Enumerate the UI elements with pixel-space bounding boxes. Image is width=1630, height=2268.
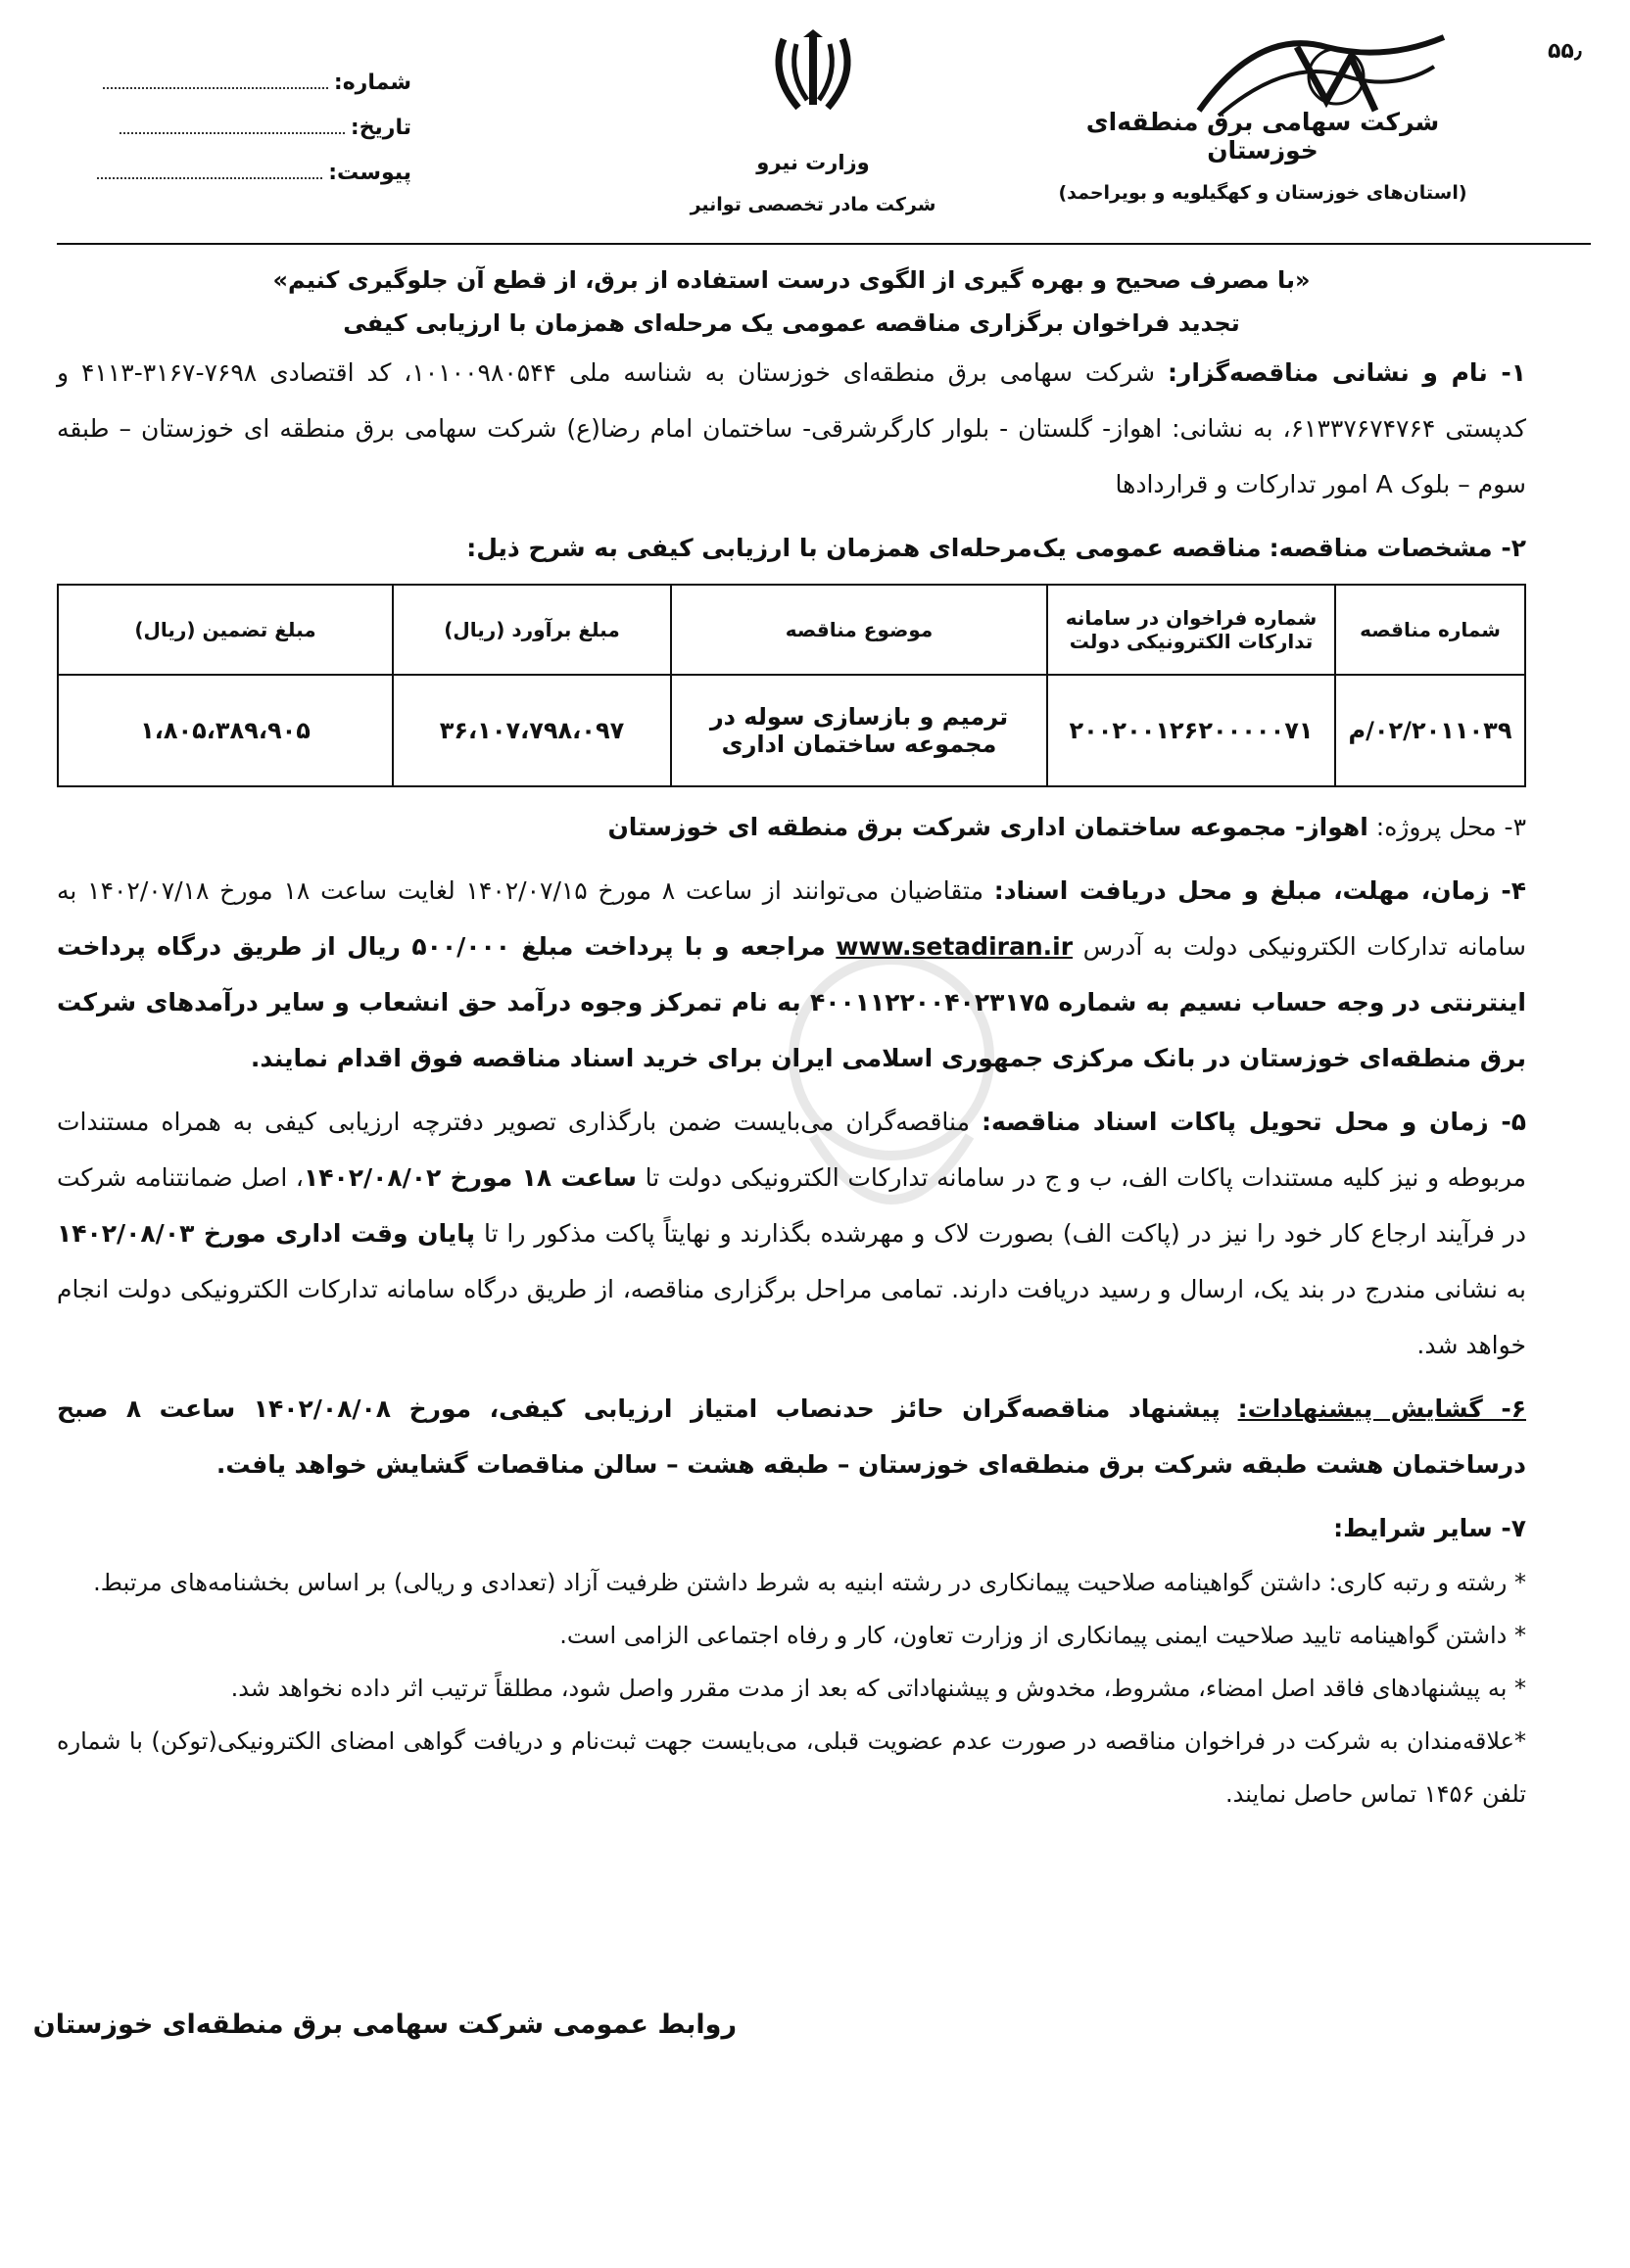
section-6 (57, 1381, 1526, 1492)
section-7-heading: ۷- سایر شرایط: (1333, 1514, 1526, 1542)
section-5-deadline: ساعت ۱۸ مورخ ۱۴۰۲/۰۸/۰۲ (303, 1163, 638, 1192)
section-3 (57, 799, 1526, 855)
iran-emblem-icon (764, 29, 862, 118)
list-item: *علاقه‌مندان به شرکت در فراخوان مناقصه در صورت عدم عضویت قبلی، می‌بایست جهت ثبت‌نام و دریافت گواهی امضای الکترونیکی(توکن) با شماره تلفن ۱۴۵۶ تماس حاصل نمایند. (57, 1727, 1526, 1808)
section-2-text: مناقصه عمومی یک‌مرحله‌ای همزمان با ارزیابی کیفی به شرح ذیل: (466, 534, 1262, 562)
company-provinces: (استان‌های خوزستان و کهگیلویه و بویراحمد) (1058, 182, 1467, 204)
section-2 (57, 520, 1526, 576)
attachment-label: پیوست: (328, 161, 411, 185)
reference-meta (59, 61, 411, 196)
section-5 (57, 1094, 1526, 1373)
tender-table-header (58, 585, 1525, 675)
section-1-heading: ۱- نام و نشانی مناقصه‌گزار: (1167, 358, 1526, 387)
section-7 (57, 1500, 1526, 1556)
attachment-row (59, 151, 411, 196)
section-2-heading: ۲- مشخصات مناقصه: (1269, 534, 1526, 562)
list-item: * رشته و رتبه کاری: داشتن گواهینامه صلاحیت پیمانکاری در رشته ابنیه به شرط داشتن ظرفیت آزاد (تعدادی و ریالی) بر اساس بخشنامه‌های مرتبط. (93, 1569, 1526, 1596)
section-3-heading: ۳- محل پروژه: (1375, 813, 1526, 841)
col-guarantee: مبلغ تضمین (ریال) (58, 585, 393, 675)
col-subject: موضوع مناقصه (671, 585, 1047, 675)
list-item: * به پیشنهادهای فاقد اصل امضاء، مشروط، مخدوش و پیشنهاداتی که بعد از مدت مقرر واصل شود، مطلقاً ترتیب اثر داده نخواهد شد. (230, 1675, 1526, 1702)
section-4-text-a: متقاضیان می‌توانند از ساعت ۸ مورخ ۱۴۰۲/۰۷/۱۵ لغایت ساعت ۱۸ مورخ ۱۴۰۲/۰۷/۱۸ به سامانه تدارکات الکترونیکی دولت به آدرس (57, 876, 1526, 961)
cell-subject: ترمیم و بازسازی سوله در مجموعه ساختمان اداری (671, 675, 1047, 786)
col-tender-no: شماره مناقصه (1335, 585, 1525, 675)
parent-company: شرکت مادر تخصصی توانیر (690, 194, 936, 215)
section-5-text-a: مناقصه‌گران می‌بایست ضمن بارگذاری تصویر دفترچه ارزیابی کیفی به همراه مستندات مربوطه و نیز کلیه مستندات پاکات الف، ب و ج در سامانه تدارکات الکترونیکی دولت تا (57, 1108, 1527, 1192)
section-1-text: شرکت سهامی برق منطقه‌ای خوزستان به شناسه ملی ۱۰۱۰۰۹۸۰۵۴۴، کد اقتصادی ۷۶۹۸-۳۱۶۷-۴۱۱۳ و کدپستی ۶۱۳۳۷۶۷۴۷۶۴، به نشانی: اهواز- گلستان - بلوار کارگرشرقی- ساختمان امام رضا(ع) شرکت سهامی برق منطقه ای خوزستان – طبقه سوم – بلوک A امور تدارکات و قراردادها (57, 358, 1526, 498)
section-4-heading: ۴- زمان، مهلت، مبلغ و محل دریافت اسناد: (993, 876, 1526, 905)
notice-title: تجدید فراخوان برگزاری مناقصه عمومی یک مرحله‌ای همزمان با ارزیابی کیفی (343, 309, 1240, 337)
col-setad-no: شماره فراخوان در سامانه تدارکات الکترونیکی دولت (1047, 585, 1335, 675)
ministry-name: وزارت نیرو (756, 151, 870, 174)
setadiran-link[interactable]: www.setadiran.ir (836, 932, 1074, 961)
cell-setad-no: ۲۰۰۲۰۰۱۲۶۲۰۰۰۰۰۷۱ (1047, 675, 1335, 786)
section-5-text-c: به نشانی مندرج در بند یک، ارسال و رسید دریافت دارند. تمامی مراحل برگزاری مناقصه، از طریق درگاه سامانه تدارکات الکترونیکی دولت انجام خواهد شد. (57, 1275, 1526, 1359)
number-row (59, 61, 411, 106)
company-block (1032, 108, 1493, 204)
cell-tender-no: ۰۲/۲۰۱۱۰۳۹/م (1335, 675, 1525, 786)
section-5-deadline-2: پایان وقت اداری مورخ ۱۴۰۲/۰۸/۰۳ (57, 1219, 476, 1248)
section-5-text-b: ، اصل ضمانتنامه شرکت در فرآیند ارجاع کار خود را نیز در (پاکت الف) بصورت لاک و مهرشده بگذارند و نهایتاً پاکت مذکور را تا (57, 1163, 1526, 1248)
slogan: «با مصرف صحیح و بهره گیری از الگوی درست استفاده از برق، از قطع آن جلوگیری کنیم» (272, 266, 1311, 294)
public-relations-signoff: روابط عمومی شرکت سهامی برق منطقه‌ای خوزستان (32, 2009, 737, 2040)
section-6-heading: ۶- گشایش پیشنهادات: (1237, 1394, 1526, 1423)
date-label: تاریخ: (350, 116, 411, 140)
table-row (58, 675, 1525, 786)
date-row (59, 106, 411, 151)
ministry-block (686, 29, 940, 215)
section-6-text-b: درساختمان هشت طبقه شرکت برق منطقه‌ای خوزستان – طبقه هشت – سالن مناقصات گشایش خواهد یافت. (216, 1450, 1526, 1479)
header-divider (57, 243, 1591, 245)
tender-table (57, 584, 1526, 787)
company-name: شرکت سهامی برق منطقه‌ای خوزستان (1085, 108, 1440, 165)
section-3-text: اهواز- مجموعه ساختمان اداری شرکت برق منطقه ای خوزستان (607, 813, 1368, 841)
cell-guarantee: ۱،۸۰۵،۳۸۹،۹۰۵ (58, 675, 393, 786)
section-4 (57, 863, 1526, 1086)
section-4-text-b: مراجعه و با پرداخت مبلغ ۵۰۰/۰۰۰ ریال از طریق درگاه پرداخت اینترنتی در وجه حساب نسیم به شماره ۴۰۰۱۱۲۲۰۰۴۰۲۳۱۷۵ به نام تمرکز وجوه درآمد حق انشعاب و سایر درآمدهای شرکت برق منطقه‌ای خوزستان در بانک مرکزی جمهوری اسلامی ایران برای خرید اسناد مناقصه فوق اقدام نمایند. (57, 932, 1526, 1072)
col-estimate: مبلغ برآورد (ریال) (393, 585, 671, 675)
section-5-heading: ۵- زمان و محل تحویل پاکات اسناد مناقصه: (981, 1108, 1526, 1136)
notice-body (57, 262, 1526, 1820)
number-label: شماره: (333, 71, 411, 95)
section-1 (57, 345, 1526, 512)
section-6-text-a: پیشنهاد مناقصه‌گران حائز حدنصاب امتیاز ارزیابی کیفی، مورخ ۱۴۰۲/۰۸/۰۸ ساعت ۸ صبح (57, 1394, 1221, 1423)
cell-estimate: ۳۶،۱۰۷،۷۹۸،۰۹۷ (393, 675, 671, 786)
corner-mark: ۵۵٫ (1548, 39, 1583, 64)
list-item: * داشتن گواهینامه تایید صلاحیت ایمنی پیمانکاری از وزارت تعاون، کار و رفاه اجتماعی الزامی است. (559, 1622, 1526, 1649)
